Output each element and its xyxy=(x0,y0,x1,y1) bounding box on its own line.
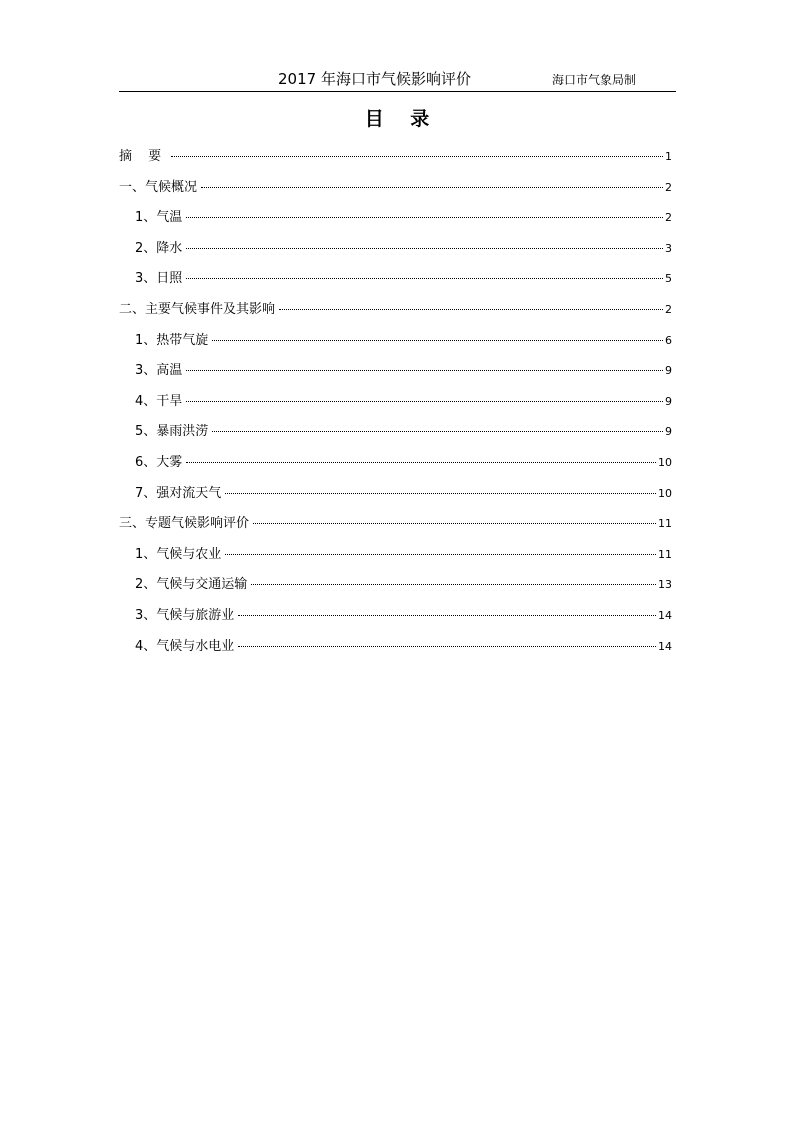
document-issuer: 海口市气象局制 xyxy=(552,73,637,87)
toc-entry[interactable] xyxy=(119,203,672,234)
toc-entry[interactable] xyxy=(119,479,672,510)
toc-entry[interactable] xyxy=(119,632,672,663)
toc-dot-leader xyxy=(238,614,656,616)
toc-entry[interactable] xyxy=(119,448,672,479)
toc-entry-page-number: 2 xyxy=(665,211,672,225)
toc-entry[interactable] xyxy=(119,417,672,448)
toc-dot-leader xyxy=(279,308,663,310)
toc-entry[interactable] xyxy=(119,356,672,387)
toc-entry-page-number: 9 xyxy=(665,425,672,439)
toc-entry[interactable] xyxy=(119,295,672,326)
toc-entry-label: 7、强对流天气 xyxy=(135,485,222,501)
toc-entry-page-number: 9 xyxy=(665,394,672,408)
toc-entry-label: 3、日照 xyxy=(135,271,183,287)
toc-entry-label: 1、热带气旋 xyxy=(135,332,209,348)
toc-dot-leader xyxy=(201,186,663,188)
toc-entry-page-number: 14 xyxy=(658,639,672,653)
toc-entry-page-number: 9 xyxy=(665,364,672,378)
page-header xyxy=(119,64,676,92)
toc-entry-page-number: 10 xyxy=(658,486,672,500)
toc-dot-leader xyxy=(225,492,656,494)
toc-dot-leader xyxy=(186,247,663,249)
toc-entry[interactable] xyxy=(119,570,672,601)
toc-dot-leader xyxy=(225,553,656,555)
toc-entry-label: 4、气候与水电业 xyxy=(135,638,235,654)
toc-dot-leader xyxy=(186,277,663,279)
toc-entry-page-number: 11 xyxy=(658,547,672,561)
toc-dot-leader xyxy=(186,400,663,402)
toc-entry-page-number: 3 xyxy=(665,241,672,255)
toc-dot-leader xyxy=(186,369,663,371)
toc-entry-label: 1、气候与农业 xyxy=(135,546,222,562)
toc-entry-page-number: 6 xyxy=(665,333,672,347)
toc-entry-label: 二、主要气候事件及其影响 xyxy=(119,301,276,317)
toc-dot-leader xyxy=(212,430,663,432)
toc-entry[interactable] xyxy=(119,264,672,295)
toc-entry-label: 2、气候与交通运输 xyxy=(135,577,248,593)
toc-entry-label: 1、气温 xyxy=(135,210,183,226)
toc-entry-label: 5、暴雨洪涝 xyxy=(135,424,209,440)
toc-entry-page-number: 5 xyxy=(665,272,672,286)
toc-dot-leader xyxy=(251,583,656,585)
toc-entry-label: 3、气候与旅游业 xyxy=(135,607,235,623)
toc-entry-label: 2、降水 xyxy=(135,240,183,256)
toc-dot-leader xyxy=(186,461,656,463)
toc-heading: 目 录 xyxy=(364,108,440,130)
toc-dot-leader xyxy=(171,155,663,157)
toc-entry[interactable] xyxy=(119,540,672,571)
toc-entry-label: 6、大雾 xyxy=(135,454,183,470)
toc-entry-page-number: 11 xyxy=(658,517,672,531)
toc-entry-label: 3、高温 xyxy=(135,363,183,379)
document-title: 2017 年海口市气候影响评价 xyxy=(278,70,471,88)
toc-entry-page-number: 10 xyxy=(658,455,672,469)
table-of-contents xyxy=(119,142,672,662)
toc-entry[interactable] xyxy=(119,173,672,204)
toc-entry[interactable] xyxy=(119,509,672,540)
toc-entry[interactable] xyxy=(119,601,672,632)
toc-dot-leader xyxy=(186,216,663,218)
toc-entry-page-number: 14 xyxy=(658,608,672,622)
toc-entry[interactable] xyxy=(119,387,672,418)
toc-entry[interactable] xyxy=(119,142,672,173)
toc-dot-leader xyxy=(212,339,663,341)
toc-entry-page-number: 1 xyxy=(665,150,672,163)
toc-entry-label: 三、专题气候影响评价 xyxy=(119,516,250,532)
toc-entry-page-number: 13 xyxy=(658,578,672,592)
toc-entry-page-number: 2 xyxy=(665,302,672,316)
toc-entry-page-number: 2 xyxy=(665,180,672,194)
toc-entry-label: 4、干旱 xyxy=(135,393,183,409)
toc-dot-leader xyxy=(253,522,656,524)
toc-dot-leader xyxy=(238,645,656,647)
toc-entry[interactable] xyxy=(119,234,672,265)
toc-entry[interactable] xyxy=(119,326,672,357)
toc-entry-label: 摘 要 xyxy=(119,149,168,164)
toc-entry-label: 一、气候概况 xyxy=(119,179,198,195)
